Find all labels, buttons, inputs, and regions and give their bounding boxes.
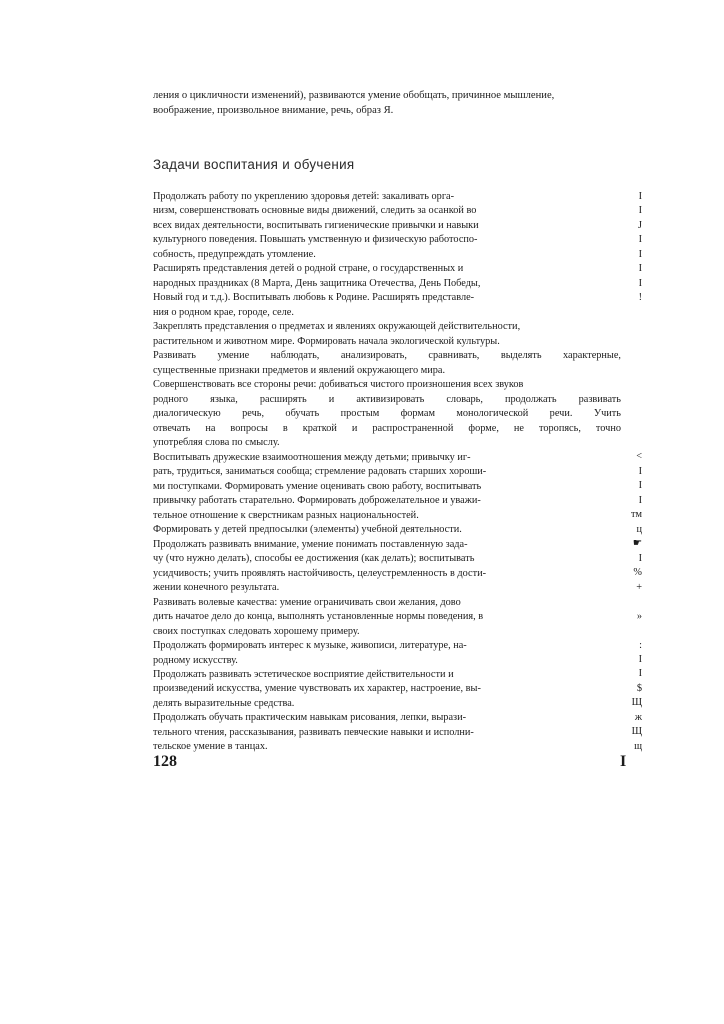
margin-mark: щ: [634, 740, 642, 752]
margin-mark: [612, 320, 642, 334]
tasks-text: [153, 190, 621, 755]
text-line: рать, трудиться, заниматься сообща; стремление радовать старших хороши-: [153, 466, 487, 478]
text-line: диалогическую речь, обучать простым формам монологической речи. Учить: [153, 408, 621, 420]
margin-mark: I: [638, 205, 642, 217]
margin-mark: %: [633, 567, 642, 579]
text-line: родному искусству.: [153, 654, 238, 666]
text-line: собность, предупреждать утомление.: [153, 248, 316, 260]
text-line: Развивать волевые качества: умение ограничивать свои желания, дово: [153, 596, 461, 608]
text-line: Продолжать развивать внимание, умение понимать поставленную зада-: [153, 538, 468, 550]
margin-mark: [612, 349, 642, 363]
margin-mark: <: [636, 451, 642, 463]
margin-mark: I: [638, 465, 642, 477]
margin-mark: +: [636, 581, 642, 593]
text-line: своих поступках следовать хорошему примеру.: [153, 625, 360, 637]
margin-mark: [612, 364, 642, 378]
text-line: чу (что нужно делать), способы ее достижения (как делать); воспитывать: [153, 553, 475, 565]
text-line: Формировать у детей предпосылки (элементы) учебной деятельности.: [153, 524, 462, 536]
margin-mark: :: [639, 639, 642, 651]
text-line: тельного чтения, рассказывания, развивать певческие навыки и исполни-: [153, 726, 474, 738]
intro-line: воображение, произвольное внимание, речь, образ Я.: [153, 104, 394, 116]
margin-mark: I: [638, 668, 642, 680]
text-line: тельное отношение к сверстникам разных национальностей.: [153, 509, 419, 521]
text-line: дить начатое дело до конца, выполнять установленные нормы поведения, в: [153, 611, 484, 623]
margin-mark: [612, 335, 642, 349]
text-line: низм, совершенствовать основные виды движений, следить за осанкой во: [153, 205, 477, 217]
page-corner-mark: I: [620, 753, 627, 770]
text-line: Совершенствовать все стороны речи: добиваться чистого произношения всех звуков: [153, 379, 524, 391]
text-line: тельское умение в танцах.: [153, 741, 268, 753]
margin-mark: [612, 407, 642, 421]
section-heading: Задачи воспитания и обучения: [153, 157, 355, 172]
margin-mark: I: [638, 552, 642, 564]
text-line: ми поступками. Формировать умение оценивать свою работу, воспитывать: [153, 480, 482, 492]
margin-mark: [612, 422, 642, 436]
text-line: культурного поведения. Повышать умственную и физическую работоспо-: [153, 234, 478, 246]
margin-mark: I: [638, 480, 642, 492]
margin-mark: I: [638, 191, 642, 202]
margin-mark: I: [638, 654, 642, 665]
margin-mark: ☛: [632, 538, 642, 550]
margin-mark: I: [638, 277, 642, 289]
text-line: ния о родном крае, городе, селе.: [153, 306, 294, 318]
text-line: употребляя слова по смыслу.: [153, 437, 280, 449]
text-line: отвечать на вопросы в краткой и распространенной форме, не торопясь, точно: [153, 422, 621, 434]
text-line: Продолжать обучать практическим навыкам рисования, лепки, вырази-: [153, 712, 467, 724]
text-line: родного языка, расширять и активизировать словарь, продолжать развивать: [153, 393, 621, 405]
text-line: Расширять представления детей о родной стране, о государственных и: [153, 263, 464, 275]
text-line: Воспитывать дружеские взаимоотношения между детьми; привычку иг-: [153, 451, 471, 463]
page-number: 128: [153, 753, 177, 770]
margin-mark: [612, 436, 642, 450]
text-line: Продолжать развивать эстетическое восприятие действительности и: [153, 668, 454, 680]
margin-mark: $: [636, 682, 642, 694]
text-line: Продолжать работу по укреплению здоровья детей: закаливать орга-: [153, 191, 455, 202]
margin-mark: [612, 378, 642, 392]
text-line: привычку работать старательно. Формировать доброжелательное и уважи-: [153, 495, 481, 507]
text-line: произведений искусства, умение чувствовать их характер, настроение, вы-: [153, 683, 481, 695]
margin-mark: »: [636, 610, 642, 622]
text-line: Развивать умение наблюдать, анализировать, сравнивать, выделять характерные,: [153, 350, 621, 362]
margin-mark: I: [638, 248, 642, 260]
margin-mark: тм: [630, 509, 642, 521]
text-line: всех видах деятельности, воспитывать гигиенические привычки и навыки: [153, 219, 479, 231]
text-line: усидчивость; учить проявлять настойчивость, целеустремленность в дости-: [153, 567, 487, 579]
margin-mark: Щ: [631, 726, 642, 738]
margin-mark: [612, 306, 642, 320]
text-line: делять выразительные средства.: [153, 697, 295, 709]
text-line: растительном и животном мире. Формировать начала экологической культуры.: [153, 335, 500, 347]
margin-mark: I: [638, 234, 642, 246]
margin-mark: ж: [634, 711, 642, 723]
margin-mark: [612, 393, 642, 407]
intro-paragraph: [153, 89, 623, 118]
text-line: Продолжать формировать интерес к музыке, живописи, литературе, на-: [153, 640, 467, 652]
text-line: Закреплять представления о предметах и явлениях окружающей действительности,: [153, 321, 521, 333]
margin-mark: ц: [636, 523, 642, 535]
margin-mark: !: [638, 292, 642, 304]
margin-column: [612, 190, 642, 754]
margin-mark: [612, 624, 642, 638]
margin-mark: I: [638, 263, 642, 275]
text-line: народных праздниках (8 Марта, День защитника Отечества, День Победы,: [153, 277, 481, 289]
margin-mark: [612, 595, 642, 609]
margin-mark: Щ: [631, 697, 642, 709]
intro-line: ления о цикличности изменений), развиваются умение обобщать, причинное мышление,: [153, 90, 555, 101]
margin-mark: I: [638, 494, 642, 506]
text-line: Новый год и т.д.). Воспитывать любовь к Родине. Расширять представле-: [153, 292, 475, 304]
text-line: жении конечного результата.: [153, 582, 280, 594]
text-line: существенные признаки предметов и явлений окружающего мира.: [153, 364, 446, 376]
margin-mark: J: [637, 219, 642, 231]
